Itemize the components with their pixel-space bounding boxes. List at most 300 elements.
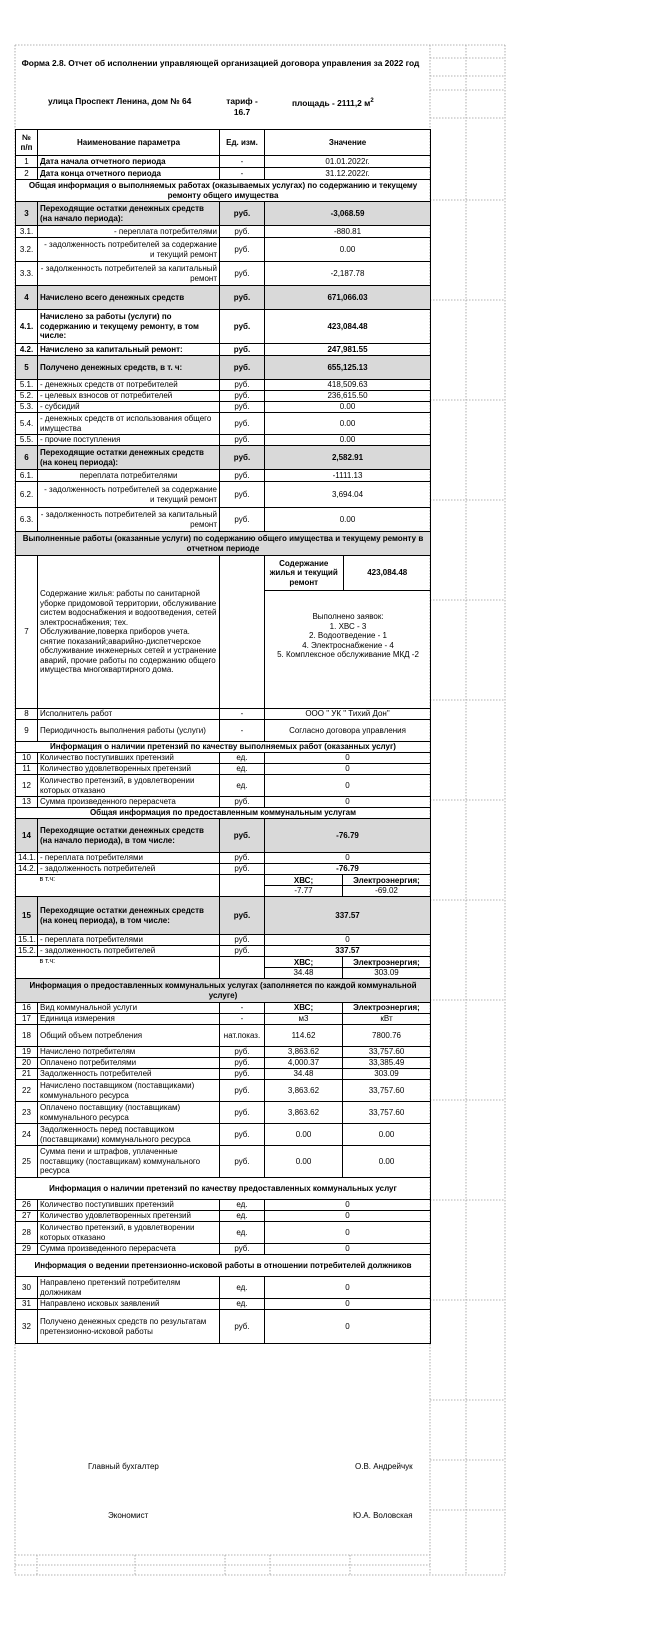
row-value: 0 [265,1277,431,1299]
row-unit: руб. [220,1080,265,1102]
service-value-electricity: 33,757.60 [343,1080,431,1102]
section-header [16,1178,431,1200]
table-row [16,156,431,168]
service-value-electricity: Электроэнергия; [343,1003,431,1014]
row-unit: - [220,156,265,168]
row-name: Переходящие остатки денежных средств (на начало периода): [38,202,220,226]
row-name: Периодичность выполнения работы (услуги) [38,720,220,742]
row-unit: руб. [220,1124,265,1146]
row-name: Начислено всего денежных средств [38,286,220,310]
table-row [16,380,431,391]
row-unit: руб. [220,482,265,508]
row-name: - задолженность потребителей за содержание и текущий ремонт [38,482,220,508]
row-num: 20 [16,1058,38,1069]
accountant-title: Главный бухгалтер [88,1462,159,1471]
service-value-electricity: 33,385.49 [343,1058,431,1069]
row-value: 337.57 [265,946,431,957]
row-unit: руб. [220,356,265,380]
row-unit: руб. [220,946,265,957]
row-num: 4.1. [16,310,38,344]
row-num: 6.2. [16,482,38,508]
table-row [16,946,431,957]
section-title: Общая информация по предоставленным коммунальным услугам [16,808,431,819]
row-name: - задолженность потребителей [38,946,220,957]
row-value: ООО " УК " Тихий Дон" [265,709,431,720]
row-name: Начислено за работы (услуги) по содержанию и текущему ремонту, в том числе: [38,310,220,344]
row-name: - денежных средств от использования общего имущества [38,413,220,435]
row-value: 0 [265,1310,431,1344]
table-row [16,1047,431,1058]
row-unit: руб. [220,1069,265,1080]
row-num: 2 [16,168,38,180]
row-name: Количество претензий, в удовлетворении которых отказано [38,775,220,797]
breakdown-header: ХВС; [265,958,342,969]
works-sub-value: 423,084.48 [343,556,431,590]
table-row [16,1003,431,1014]
breakdown-cell [343,875,431,897]
row-value: 0 [265,797,431,808]
table-row [16,168,431,180]
table-row [16,435,431,446]
row-num: 16 [16,1003,38,1014]
row-num: 3 [16,202,38,226]
breakdown-cell [343,957,431,979]
row-unit: - [220,709,265,720]
row-num: 1 [16,156,38,168]
row-unit: руб. [220,1047,265,1058]
row-num: 3.2. [16,238,38,262]
row-num: 29 [16,1244,38,1255]
row-num: 14 [16,819,38,853]
table-row [16,897,431,935]
row-name: Общий объем потребления [38,1025,220,1047]
row-value: 671,066.03 [265,286,431,310]
breakdown-cell [265,957,343,979]
row-name: Переходящие остатки денежных средств (на начало периода), в том числе: [38,819,220,853]
row-name: в т.ч: [38,875,220,897]
address-label: улица Проспект Ленина, дом № 64 [48,96,192,106]
row-num: 5.5. [16,435,38,446]
row-value: 0.00 [265,413,431,435]
row-name: Количество удовлетворенных претензий [38,764,220,775]
row-value: 0.00 [265,402,431,413]
row-unit: руб. [220,1102,265,1124]
section-header [16,1255,431,1277]
works-cell [265,556,431,709]
service-value-hvs: 3,863.62 [265,1080,343,1102]
table-row [16,864,431,875]
row-value: -76.79 [265,864,431,875]
table-row [16,238,431,262]
service-value-hvs: 4,000.37 [265,1058,343,1069]
table-row [16,356,431,380]
row-value: 0 [265,764,431,775]
table-row [16,446,431,470]
col-unit-header: Ед. изм. [220,130,265,156]
service-value-hvs: ХВС; [265,1003,343,1014]
table-row [16,709,431,720]
section-title: Информация о наличии претензий по качеству предоставленных коммунальных услуг [16,1178,431,1200]
row-unit: руб. [220,508,265,532]
row-name: Единица измерения [38,1014,220,1025]
row-name: Вид коммунальной услуги [38,1003,220,1014]
row-name: в т.ч: [38,957,220,979]
row-unit: руб. [220,797,265,808]
row-value: 01.01.2022г. [265,156,431,168]
row-num: 10 [16,753,38,764]
row-unit: руб. [220,202,265,226]
row-num: 17 [16,1014,38,1025]
row-unit: руб. [220,446,265,470]
table-row [16,556,431,709]
row-name: - целевых взносов от потребителей [38,391,220,402]
row-unit: - [220,720,265,742]
row-value: -880.81 [265,226,431,238]
service-value-hvs: 0.00 [265,1124,343,1146]
table-row [16,1222,431,1244]
service-value-hvs: 3,863.62 [265,1102,343,1124]
row-unit: ед. [220,775,265,797]
service-value-electricity: кВт [343,1014,431,1025]
table-row [16,1124,431,1146]
table-row [16,1277,431,1299]
row-unit: ед. [220,764,265,775]
table-row [16,1058,431,1069]
accountant-name: О.В. Андрейчук [355,1462,413,1471]
row-unit: руб. [220,402,265,413]
table-row [16,1146,431,1178]
row-num: 6.1. [16,470,38,482]
row-num: 6.3. [16,508,38,532]
row-num: 15.2. [16,946,38,957]
service-value-hvs: 0.00 [265,1146,343,1178]
row-unit: руб. [220,897,265,935]
row-value: -3,068.59 [265,202,431,226]
row-num: 14.2. [16,864,38,875]
service-value-hvs: 34.48 [265,1069,343,1080]
table-row [16,775,431,797]
table-row [16,413,431,435]
table-row [16,935,431,946]
row-name: - задолженность потребителей за содержание и текущий ремонт [38,238,220,262]
table-row [16,262,431,286]
service-value-electricity: 303.09 [343,1069,431,1080]
breakdown-value: -7.77 [294,886,313,895]
row-name: - прочие поступления [38,435,220,446]
table-row [16,1211,431,1222]
row-name: Количество претензий, в удовлетворении которых отказано [38,1222,220,1244]
row-unit: ед. [220,1200,265,1211]
row-value: 337.57 [265,897,431,935]
row-num: 8 [16,709,38,720]
table-row [16,402,431,413]
breakdown-header: Электроэнергия; [343,876,430,887]
row-num: 22 [16,1080,38,1102]
row-unit: - [220,168,265,180]
row-num: 7 [16,556,38,709]
table-row [16,764,431,775]
report-title: Форма 2.8. Отчет об исполнении управляющей организацией договора управления за 2022 год [21,58,420,68]
row-unit: руб. [220,286,265,310]
row-name: Задолженность потребителей [38,1069,220,1080]
row-unit: руб. [220,470,265,482]
row-name: Получено денежных средств, в т. ч: [38,356,220,380]
table-row [16,1014,431,1025]
col-value-header: Значение [265,130,431,156]
row-unit: - [220,1003,265,1014]
row-name: - переплата потребителями [38,853,220,864]
requests-title: Выполнено заявок: [312,612,384,621]
row-num: 23 [16,1102,38,1124]
section-header [16,742,431,753]
table-row [16,508,431,532]
section-header [16,979,431,1003]
service-value-hvs: 3,863.62 [265,1047,343,1058]
row-unit: ед. [220,1222,265,1244]
breakdown-header: Электроэнергия; [343,958,430,969]
breakdown-header: ХВС; [265,876,342,887]
table-row [16,1069,431,1080]
section-title: Общая информация о выполняемых работах (оказываемых услугах) по содержанию и текущему ремонту общего имущества [16,180,431,202]
row-value: 0 [265,1200,431,1211]
row-name: Количество поступивших претензий [38,1200,220,1211]
table-row [16,753,431,764]
row-unit: руб. [220,853,265,864]
row-value: 2,582.91 [265,446,431,470]
row-value: 655,125.13 [265,356,431,380]
row-name: - субсидий [38,402,220,413]
table-row [16,1299,431,1310]
row-value: 0.00 [265,435,431,446]
row-name: Дата начала отчетного периода [38,156,220,168]
row-num: 14.1. [16,853,38,864]
tariff-label: тариф - 16.7 [226,96,258,117]
row-name: Количество удовлетворенных претензий [38,1211,220,1222]
table-row [16,957,431,979]
table-row [16,202,431,226]
row-num: 18 [16,1025,38,1047]
table-row [16,391,431,402]
row-name: Переходящие остатки денежных средств (на конец периода), в том числе: [38,897,220,935]
row-value: 0 [265,1299,431,1310]
area-label: площадь - 2111,2 $м^2$ [292,97,374,108]
row-name: - денежных средств от потребителей [38,380,220,391]
row-value: 0 [265,753,431,764]
section-title: Информация о наличии претензий по качеству выполняемых работ (оказанных услуг) [16,742,431,753]
row-name: - задолженность потребителей за капитальный ремонт [38,262,220,286]
table-row [16,1244,431,1255]
row-value: -76.79 [265,819,431,853]
row-value: Согласно договора управления [265,720,431,742]
row-name: Исполнитель работ [38,709,220,720]
requests-item: 4. Электроснабжение - 4 [302,640,394,650]
row-name: Сумма произведенного перерасчета [38,797,220,808]
row-value: 247,981.55 [265,344,431,356]
row-num: 24 [16,1124,38,1146]
row-name: Начислено за капитальный ремонт: [38,344,220,356]
row-unit: руб. [220,238,265,262]
row-name: Сумма пени и штрафов, уплаченные поставщику (поставщикам) коммунального ресурса [38,1146,220,1178]
row-value: 0 [265,1244,431,1255]
section-title: Информация о ведении претензионно-исковой работы в отношении потребителей должников [16,1255,431,1277]
row-value: 0.00 [265,508,431,532]
table-row [16,1102,431,1124]
row-value: 0 [265,775,431,797]
row-name: Получено денежных средств по результатам претензионно-исковой работы [38,1310,220,1344]
table-row [16,1080,431,1102]
table-row [16,1200,431,1211]
row-value: 0.00 [265,238,431,262]
row-name: Переходящие остатки денежных средств (на конец периода): [38,446,220,470]
row-num: 6 [16,446,38,470]
row-name: Задолженность перед поставщиком (поставщиками) коммунального ресурса [38,1124,220,1146]
row-unit: руб. [220,1244,265,1255]
row-name: Оплачено поставщику (поставщикам) коммунального ресурса [38,1102,220,1124]
breakdown-cell [265,875,343,897]
row-num: 4.2. [16,344,38,356]
requests-item: 1. ХВС - 3 [329,621,367,631]
table-row [16,344,431,356]
row-num: 21 [16,1069,38,1080]
row-unit: руб. [220,1146,265,1178]
row-value: 0 [265,1211,431,1222]
row-unit: ед. [220,1277,265,1299]
col-num-header: № п/п [16,130,38,156]
row-value: 0 [265,853,431,864]
row-num: 3.1. [16,226,38,238]
row-unit: ед. [220,1211,265,1222]
table-row [16,1310,431,1344]
row-value: 0 [265,935,431,946]
row-unit: руб. [220,391,265,402]
row-unit: руб. [220,380,265,391]
row-num: 30 [16,1277,38,1299]
row-unit: руб. [220,310,265,344]
table-row [16,226,431,238]
row-unit: руб. [220,344,265,356]
row-unit: ед. [220,753,265,764]
works-summary [265,556,431,660]
row-value: 31.12.2022г. [265,168,431,180]
row-num: 19 [16,1047,38,1058]
row-unit: руб. [220,1058,265,1069]
economist-name: Ю.А. Воловская [353,1511,413,1520]
economist-title: Экономист [108,1511,149,1520]
breakdown-value: -69.02 [375,886,398,895]
row-value: 0 [265,1222,431,1244]
row-name: Направлено исковых заявлений [38,1299,220,1310]
service-value-electricity: 33,757.60 [343,1047,431,1058]
row-value: -2,187.78 [265,262,431,286]
row-num: 9 [16,720,38,742]
row-num: 3.3. [16,262,38,286]
table-row [16,482,431,508]
row-unit: руб. [220,262,265,286]
section-title: Информация о предоставленных коммунальных услугах (заполняется по каждой коммунальной услуге) [16,979,431,1003]
report-table [15,129,431,1344]
row-value: 418,509.63 [265,380,431,391]
row-unit: руб. [220,435,265,446]
row-name: - задолженность потребителей [38,864,220,875]
row-num: 32 [16,1310,38,1344]
row-value: 423,084.48 [265,310,431,344]
row-num: 28 [16,1222,38,1244]
section-header [16,808,431,819]
table-row [16,853,431,864]
row-num: 5.2. [16,391,38,402]
section-header [16,532,431,556]
works-sub-label: Содержание жилья и текущий ремонт [265,556,343,590]
row-num: 13 [16,797,38,808]
row-unit: - [220,1014,265,1025]
row-num: 5.4. [16,413,38,435]
table-row [16,1025,431,1047]
row-name: Дата конца отчетного периода [38,168,220,180]
row-name: Сумма произведенного перерасчета [38,1244,220,1255]
row-name: Содержание жилья: работы по санитарной уборке придомовой территории, обслуживание систем водоснабжения и водоотведения, сетей электроснабжения; тех. Обслуживание,поверка приборов учета. снятие показаний;аварийно-диспетчерское обслуживание инженерных сетей и устранение аварий, прочие работы по содержанию общего имущества многоквартирного дома. [38,556,220,709]
row-num: 31 [16,1299,38,1310]
row-num: 27 [16,1211,38,1222]
table-row [16,797,431,808]
breakdown-value: 303.09 [374,968,399,977]
section-title: Выполненные работы (оказанные услуги) по содержанию общего имущества и текущему ремонту в отчетном периоде [16,532,431,556]
row-unit: руб. [220,864,265,875]
row-name: Количество поступивших претензий [38,753,220,764]
service-value-electricity: 33,757.60 [343,1102,431,1124]
table-row [16,819,431,853]
section-header [16,180,431,202]
service-value-electricity: 0.00 [343,1146,431,1178]
row-num: 5.3. [16,402,38,413]
row-name: - задолженность потребителей за капитальный ремонт [38,508,220,532]
col-name-header: Наименование параметра [38,130,220,156]
row-name: переплата потребителями [38,470,220,482]
requests-item: 5. Комплексное обслуживание МКД -2 [277,650,419,659]
row-name: - переплата потребителями [38,226,220,238]
row-num: 5 [16,356,38,380]
row-num: 5.1. [16,380,38,391]
service-value-hvs: м3 [265,1014,343,1025]
table-row [16,286,431,310]
row-num: 15.1. [16,935,38,946]
row-value: -1111.13 [265,470,431,482]
row-unit: ед. [220,1299,265,1310]
row-num: 15 [16,897,38,935]
row-value: 236,615.50 [265,391,431,402]
row-name: Начислено поставщиком (поставщиками) коммунального ресурса [38,1080,220,1102]
row-unit: нат.показ. [220,1025,265,1047]
row-name: Оплачено потребителями [38,1058,220,1069]
service-value-electricity: 0.00 [343,1124,431,1146]
row-num: 12 [16,775,38,797]
service-value-electricity: 7800.76 [343,1025,431,1047]
table-header-row [16,130,431,156]
row-unit: руб. [220,413,265,435]
breakdown-value: 34.48 [293,968,314,977]
row-name: - переплата потребителями [38,935,220,946]
row-unit: руб. [220,935,265,946]
row-unit: руб. [220,819,265,853]
row-num: 4 [16,286,38,310]
row-num: 11 [16,764,38,775]
table-row [16,720,431,742]
row-unit: руб. [220,1310,265,1344]
row-name: Начислено потребителям [38,1047,220,1058]
service-value-hvs: 114.62 [265,1025,343,1047]
row-value: 3,694.04 [265,482,431,508]
row-unit: руб. [220,226,265,238]
table-row [16,470,431,482]
